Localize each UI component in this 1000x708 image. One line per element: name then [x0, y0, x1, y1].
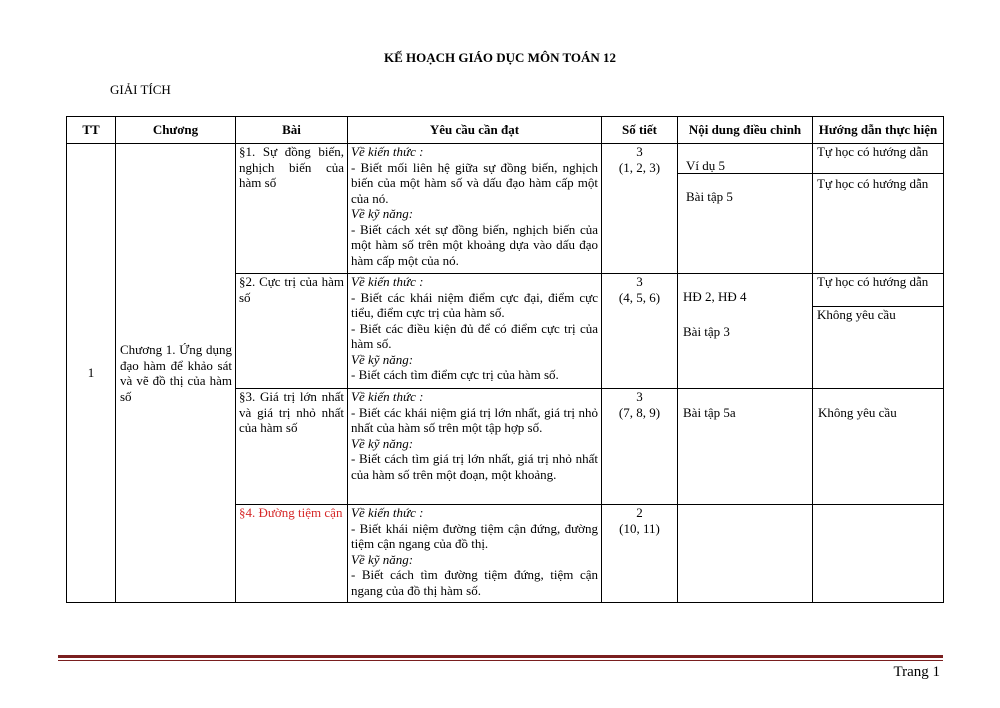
skill-heading: Về kỹ năng:	[351, 206, 414, 221]
period-total: 3	[636, 144, 643, 159]
adjustment-item: Bài tập 5	[686, 189, 733, 204]
guidance-item: Không yêu cầu	[818, 405, 897, 420]
knowledge-heading: Về kiến thức :	[351, 144, 424, 159]
requirement-item: - Biết cách tìm đường tiệm đứng, tiệm cận ngang của đồ thị hàm số.	[351, 567, 598, 598]
guidance-item: Tự học có hướng dẫn	[813, 274, 943, 307]
guidance	[813, 274, 944, 389]
requirements	[348, 274, 602, 389]
chapter-name: Chương 1. Ứng dụng đạo hàm để khảo sát và vẽ đồ thị của hàm số	[116, 144, 236, 603]
adjustment-item: Bài tập 5a	[683, 405, 736, 420]
header-yeu-cau: Yêu cầu cần đạt	[348, 117, 602, 144]
requirement-item: - Biết cách tìm điểm cực trị của hàm số.	[351, 367, 559, 382]
header-huong-dan: Hướng dẫn thực hiện	[813, 117, 944, 144]
lesson-plan-table	[66, 116, 944, 603]
guidance-item: Tự học có hướng dẫn	[813, 144, 943, 174]
header-so-tiet: Số tiết	[602, 117, 678, 144]
adjustment-item: Bài tập 3	[683, 324, 730, 339]
adjustment-content	[678, 144, 813, 274]
table-row	[67, 144, 944, 274]
document-title: KẾ HOẠCH GIÁO DỤC MÔN TOÁN 12	[383, 50, 617, 65]
page-number: Trang 1	[893, 664, 940, 680]
requirement-item: - Biết các điều kiện đủ để có điểm cực trị của hàm số.	[351, 320, 598, 351]
section-title: GIẢI TÍCH	[110, 82, 171, 97]
guidance	[813, 144, 944, 274]
requirements	[348, 505, 602, 603]
requirement-item: - Biết mối liên hệ giữa sự đồng biến, nghịch biến của một hàm số và dấu đạo hàm cấp một của nó.	[351, 159, 598, 206]
adjustment-content	[678, 505, 813, 603]
adjustment-item: Ví dụ 5	[678, 144, 812, 174]
row-number: 1	[67, 144, 116, 603]
period-list: (7, 8, 9)	[618, 404, 661, 420]
adjustment-content	[678, 274, 813, 389]
period-list: (1, 2, 3)	[618, 159, 661, 175]
period-total: 2	[636, 505, 643, 520]
skill-heading: Về kỹ năng:	[351, 351, 414, 367]
period-count	[602, 144, 678, 274]
guidance-item: Tự học có hướng dẫn	[817, 176, 929, 191]
period-list: (10, 11)	[619, 520, 660, 536]
requirement-item: - Biết cách xét sự đồng biến, nghịch biến của một hàm số trên một khoảng dựa vào dấu đạo hàm cấp một của nó.	[351, 221, 598, 268]
requirements	[348, 389, 602, 505]
guidance	[813, 389, 944, 505]
period-total: 3	[636, 274, 643, 289]
period-total: 3	[636, 389, 643, 404]
table-header-row	[67, 117, 944, 144]
header-chuong: Chương	[116, 117, 236, 144]
period-count	[602, 389, 678, 505]
period-list: (4, 5, 6)	[618, 289, 661, 305]
requirements	[348, 144, 602, 274]
requirement-item: - Biết khái niệm đường tiệm cận đứng, đường tiệm cận ngang của đồ thị.	[351, 520, 598, 551]
knowledge-heading: Về kiến thức :	[351, 389, 424, 404]
lesson-title: §3. Giá trị lớn nhất và giá trị nhỏ nhất của hàm số	[236, 389, 348, 505]
knowledge-heading: Về kiến thức :	[351, 274, 424, 289]
footer-divider-thin	[58, 660, 943, 661]
header-noi-dung: Nội dung điều chỉnh	[678, 117, 813, 144]
header-tt: TT	[67, 117, 116, 144]
lesson-title: §4. Đường tiệm cận	[236, 505, 348, 603]
lesson-title: §1. Sự đồng biến, nghịch biến của hàm số	[236, 144, 348, 274]
period-count	[602, 274, 678, 389]
header-bai: Bài	[236, 117, 348, 144]
skill-heading: Về kỹ năng:	[351, 551, 414, 567]
requirement-item: - Biết các khái niệm giá trị lớn nhất, giá trị nhỏ nhất của hàm số trên một tập hợp số.	[351, 404, 598, 435]
adjustment-content	[678, 389, 813, 505]
guidance-item: Không yêu cầu	[817, 307, 896, 322]
requirement-item: - Biết các khái niệm điểm cực đại, điểm cực tiểu, điểm cực trị của hàm số.	[351, 289, 598, 320]
period-count	[602, 505, 678, 603]
skill-heading: Về kỹ năng:	[351, 435, 414, 451]
guidance	[813, 505, 944, 603]
lesson-title: §2. Cực trị của hàm số	[236, 274, 348, 389]
footer-divider	[58, 655, 943, 658]
knowledge-heading: Về kiến thức :	[351, 505, 424, 520]
adjustment-item: HĐ 2, HĐ 4	[683, 289, 747, 304]
requirement-item: - Biết cách tìm giá trị lớn nhất, giá trị nhỏ nhất của hàm số trên một đoạn, một khoảng.	[351, 451, 598, 482]
